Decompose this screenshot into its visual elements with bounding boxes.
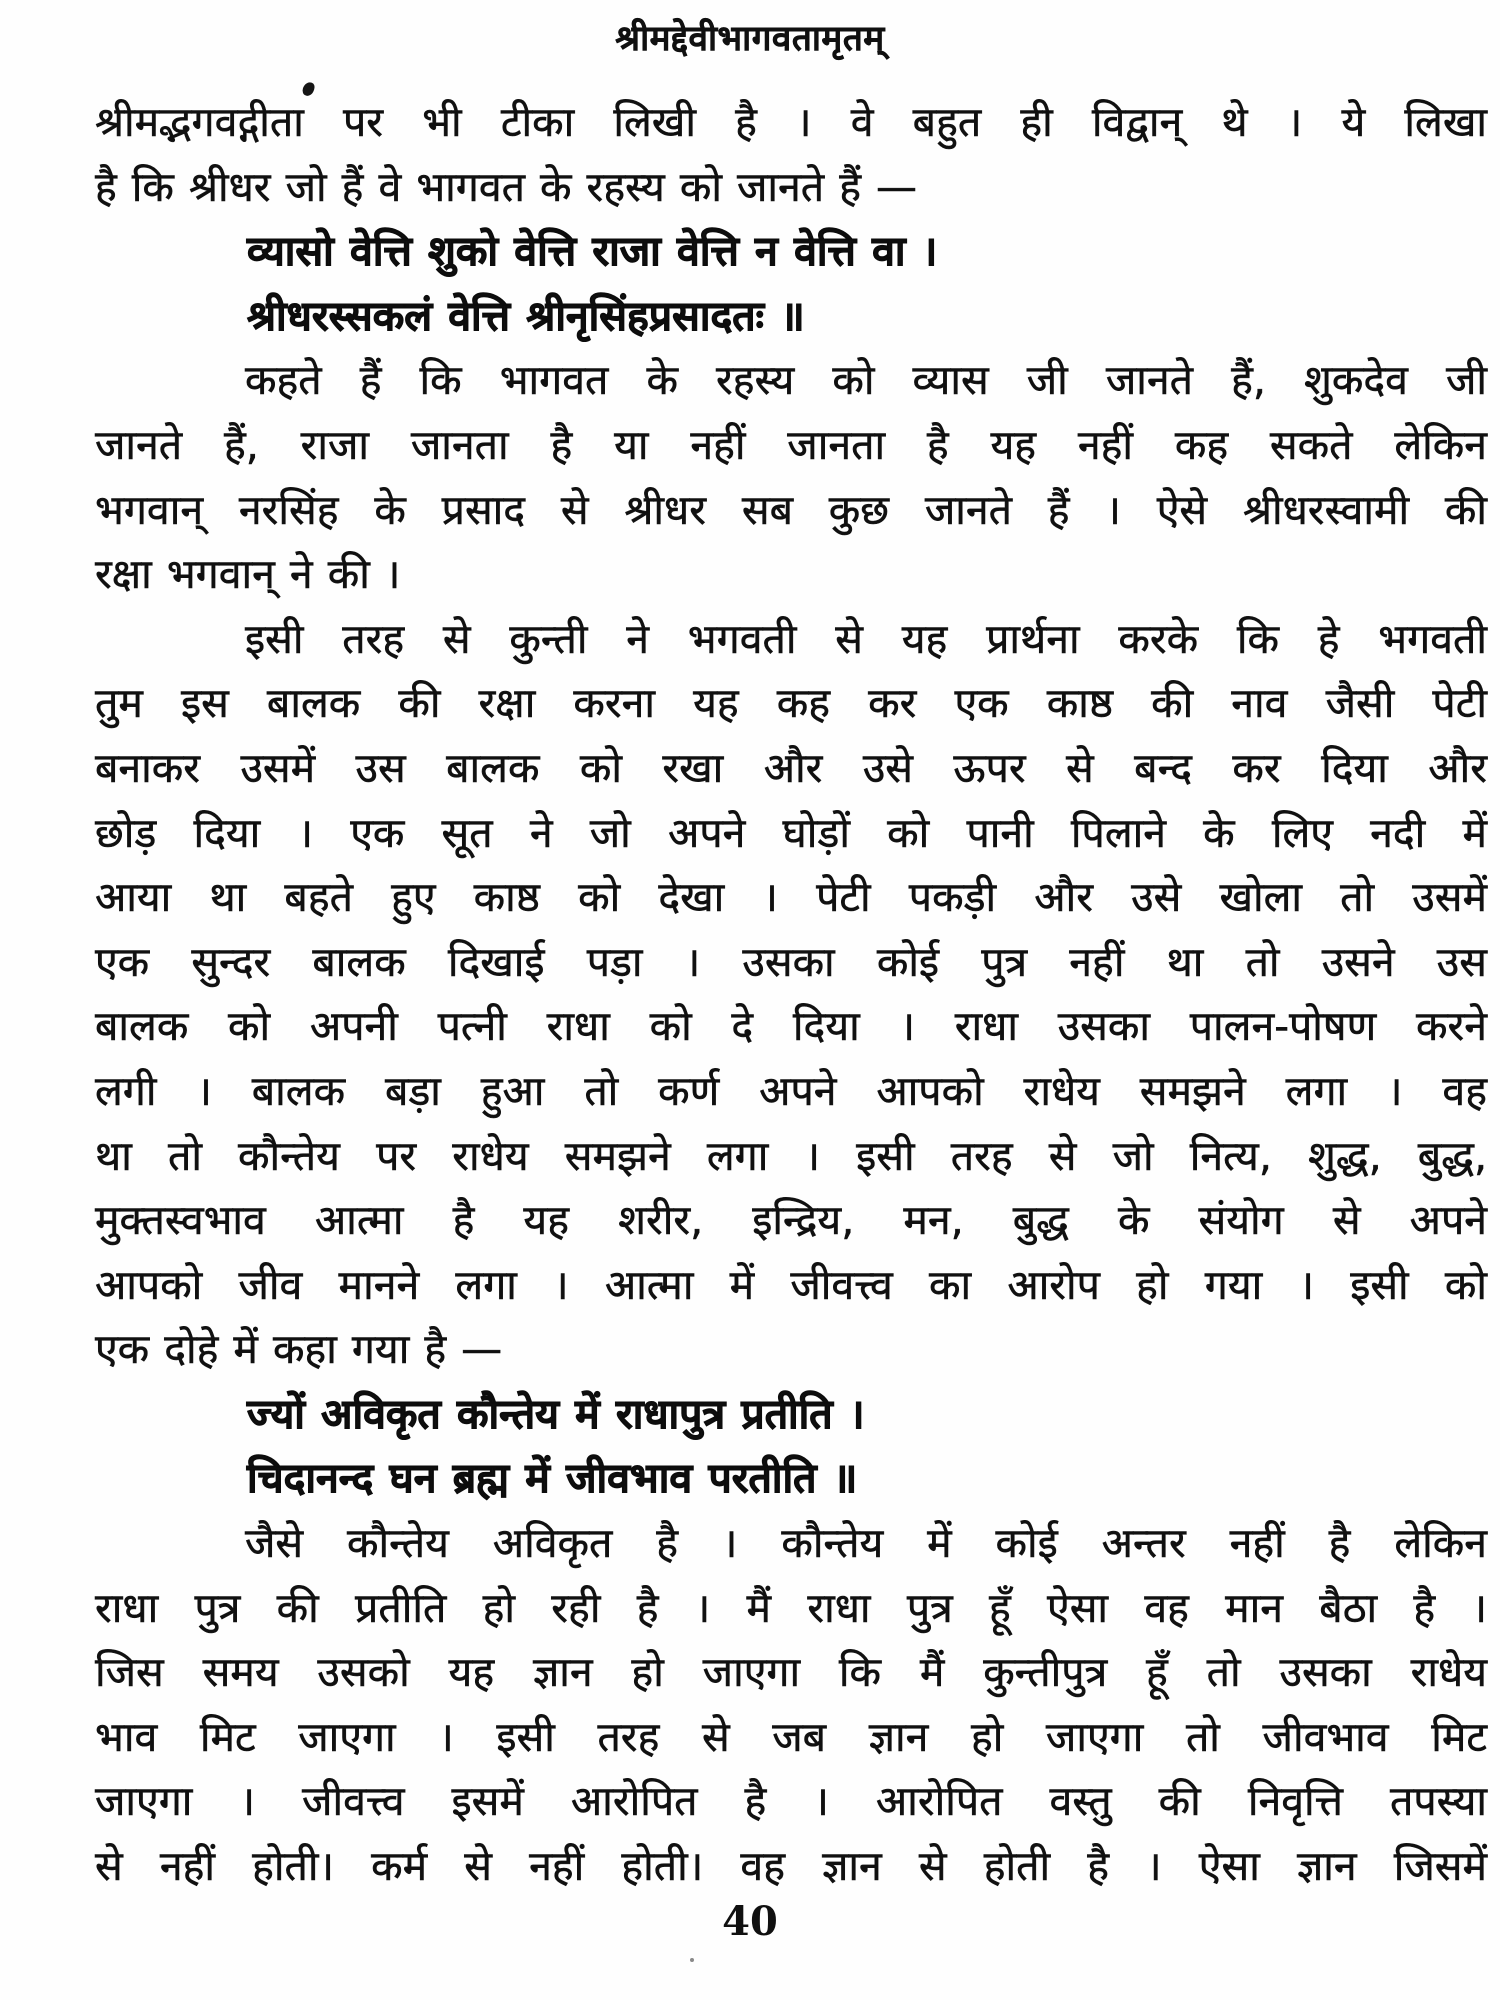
text-line: रक्षा भगवान् ने की । — [95, 550, 401, 599]
text-line: भाव मिट जाएगा । इसी तरह से जब ज्ञान हो जाएगा तो जीवभाव मिट — [95, 1712, 1487, 1761]
text-line: आपको जीव मानने लगा । आत्मा में जीवत्त्व का आरोप हो गया । इसी को — [95, 1260, 1487, 1309]
text-line: जिस समय उसको यह ज्ञान हो जाएगा कि मैं कुन्तीपुत्र हूँ तो उसका राधेय — [95, 1648, 1487, 1697]
verse-line: ज्यों अविकृत कौन्तेय में राधापुत्र प्रतीति । — [247, 1389, 865, 1438]
verse-line: व्यासो वेत्ति शुको वेत्ति राजा वेत्ति न वेत्ति वा । — [247, 227, 938, 276]
text-line: से नहीं होती। कर्म से नहीं होती। वह ज्ञान से होती है । ऐसा ज्ञान जिसमें — [95, 1842, 1487, 1891]
text-line: एक सुन्दर बालक दिखाई पड़ा । उसका कोई पुत्र नहीं था तो उसने उस — [95, 937, 1487, 986]
text-line: एक दोहे में कहा गया है — — [95, 1325, 503, 1374]
text-line: लगी । बालक बड़ा हुआ तो कर्ण अपने आपको राधेय समझने लगा । वह — [95, 1066, 1487, 1115]
text-line: है कि श्रीधर जो हैं वे भागवत के रहस्य को जानते हैं — — [95, 162, 917, 211]
text-line: बालक को अपनी पत्नी राधा को दे दिया । राधा उसका पालन-पोषण करने — [95, 1002, 1487, 1051]
text-line: था तो कौन्तेय पर राधेय समझने लगा । इसी तरह से जो नित्य, शुद्ध, बुद्ध, — [95, 1131, 1487, 1180]
text-line: कहते हैं कि भागवत के रहस्य को व्यास जी जानते हैं, शुकदेव जी — [245, 356, 1487, 405]
verse-line: श्रीधरस्सकलं वेत्ति श्रीनृसिंहप्रसादतः ॥ — [247, 291, 805, 340]
text-line: श्रीमद्भगवद्गीता पर भी टीका लिखी है । वे बहुत ही विद्वान् थे । ये लिखा — [95, 98, 1487, 146]
text-line: जानते हैं, राजा जानता है या नहीं जानता है यह नहीं कह सकते लेकिन — [95, 420, 1487, 469]
text-line: इसी तरह से कुन्ती ने भगवती से यह प्रार्थना करके कि हे भगवती — [245, 614, 1487, 663]
page-number: 40 — [722, 1898, 778, 1945]
text-line: बनाकर उसमें उस बालक को रखा और उसे ऊपर से बन्द कर दिया और — [95, 743, 1487, 792]
text-line: छोड़ दिया । एक सूत ने जो अपने घोड़ों को पानी पिलाने के लिए नदी में — [95, 808, 1487, 857]
text-line: मुक्तस्वभाव आत्मा है यह शरीर, इन्द्रिय, मन, बुद्ध के संयोग से अपने — [95, 1196, 1487, 1245]
text-line: तुम इस बालक की रक्षा करना यह कह कर एक काष्ठ की नाव जैसी पेटी — [95, 679, 1487, 728]
page-header-title: श्रीमद्देवीभागवतामृतम् — [615, 19, 885, 59]
text-line: भगवान् नरसिंह के प्रसाद से श्रीधर सब कुछ जानते हैं । ऐसे श्रीधरस्वामी की — [95, 485, 1487, 534]
paper-speck — [690, 1958, 694, 1962]
verse-line: चिदानन्द घन ब्रह्म में जीवभाव परतीति ॥ — [247, 1454, 858, 1503]
page-body — [95, 90, 1487, 1899]
text-line: जाएगा । जीवत्त्व इसमें आरोपित है । आरोपित वस्तु की निवृत्ति तपस्या — [95, 1777, 1487, 1826]
text-line: राधा पुत्र की प्रतीति हो रही है । मैं राधा पुत्र हूँ ऐसा वह मान बैठा है । — [95, 1583, 1487, 1632]
text-line: जैसे कौन्तेय अविकृत है । कौन्तेय में कोई अन्तर नहीं है लेकिन — [245, 1519, 1487, 1568]
text-line: आया था बहते हुए काष्ठ को देखा । पेटी पकड़ी और उसे खोला तो उसमें — [95, 873, 1487, 922]
